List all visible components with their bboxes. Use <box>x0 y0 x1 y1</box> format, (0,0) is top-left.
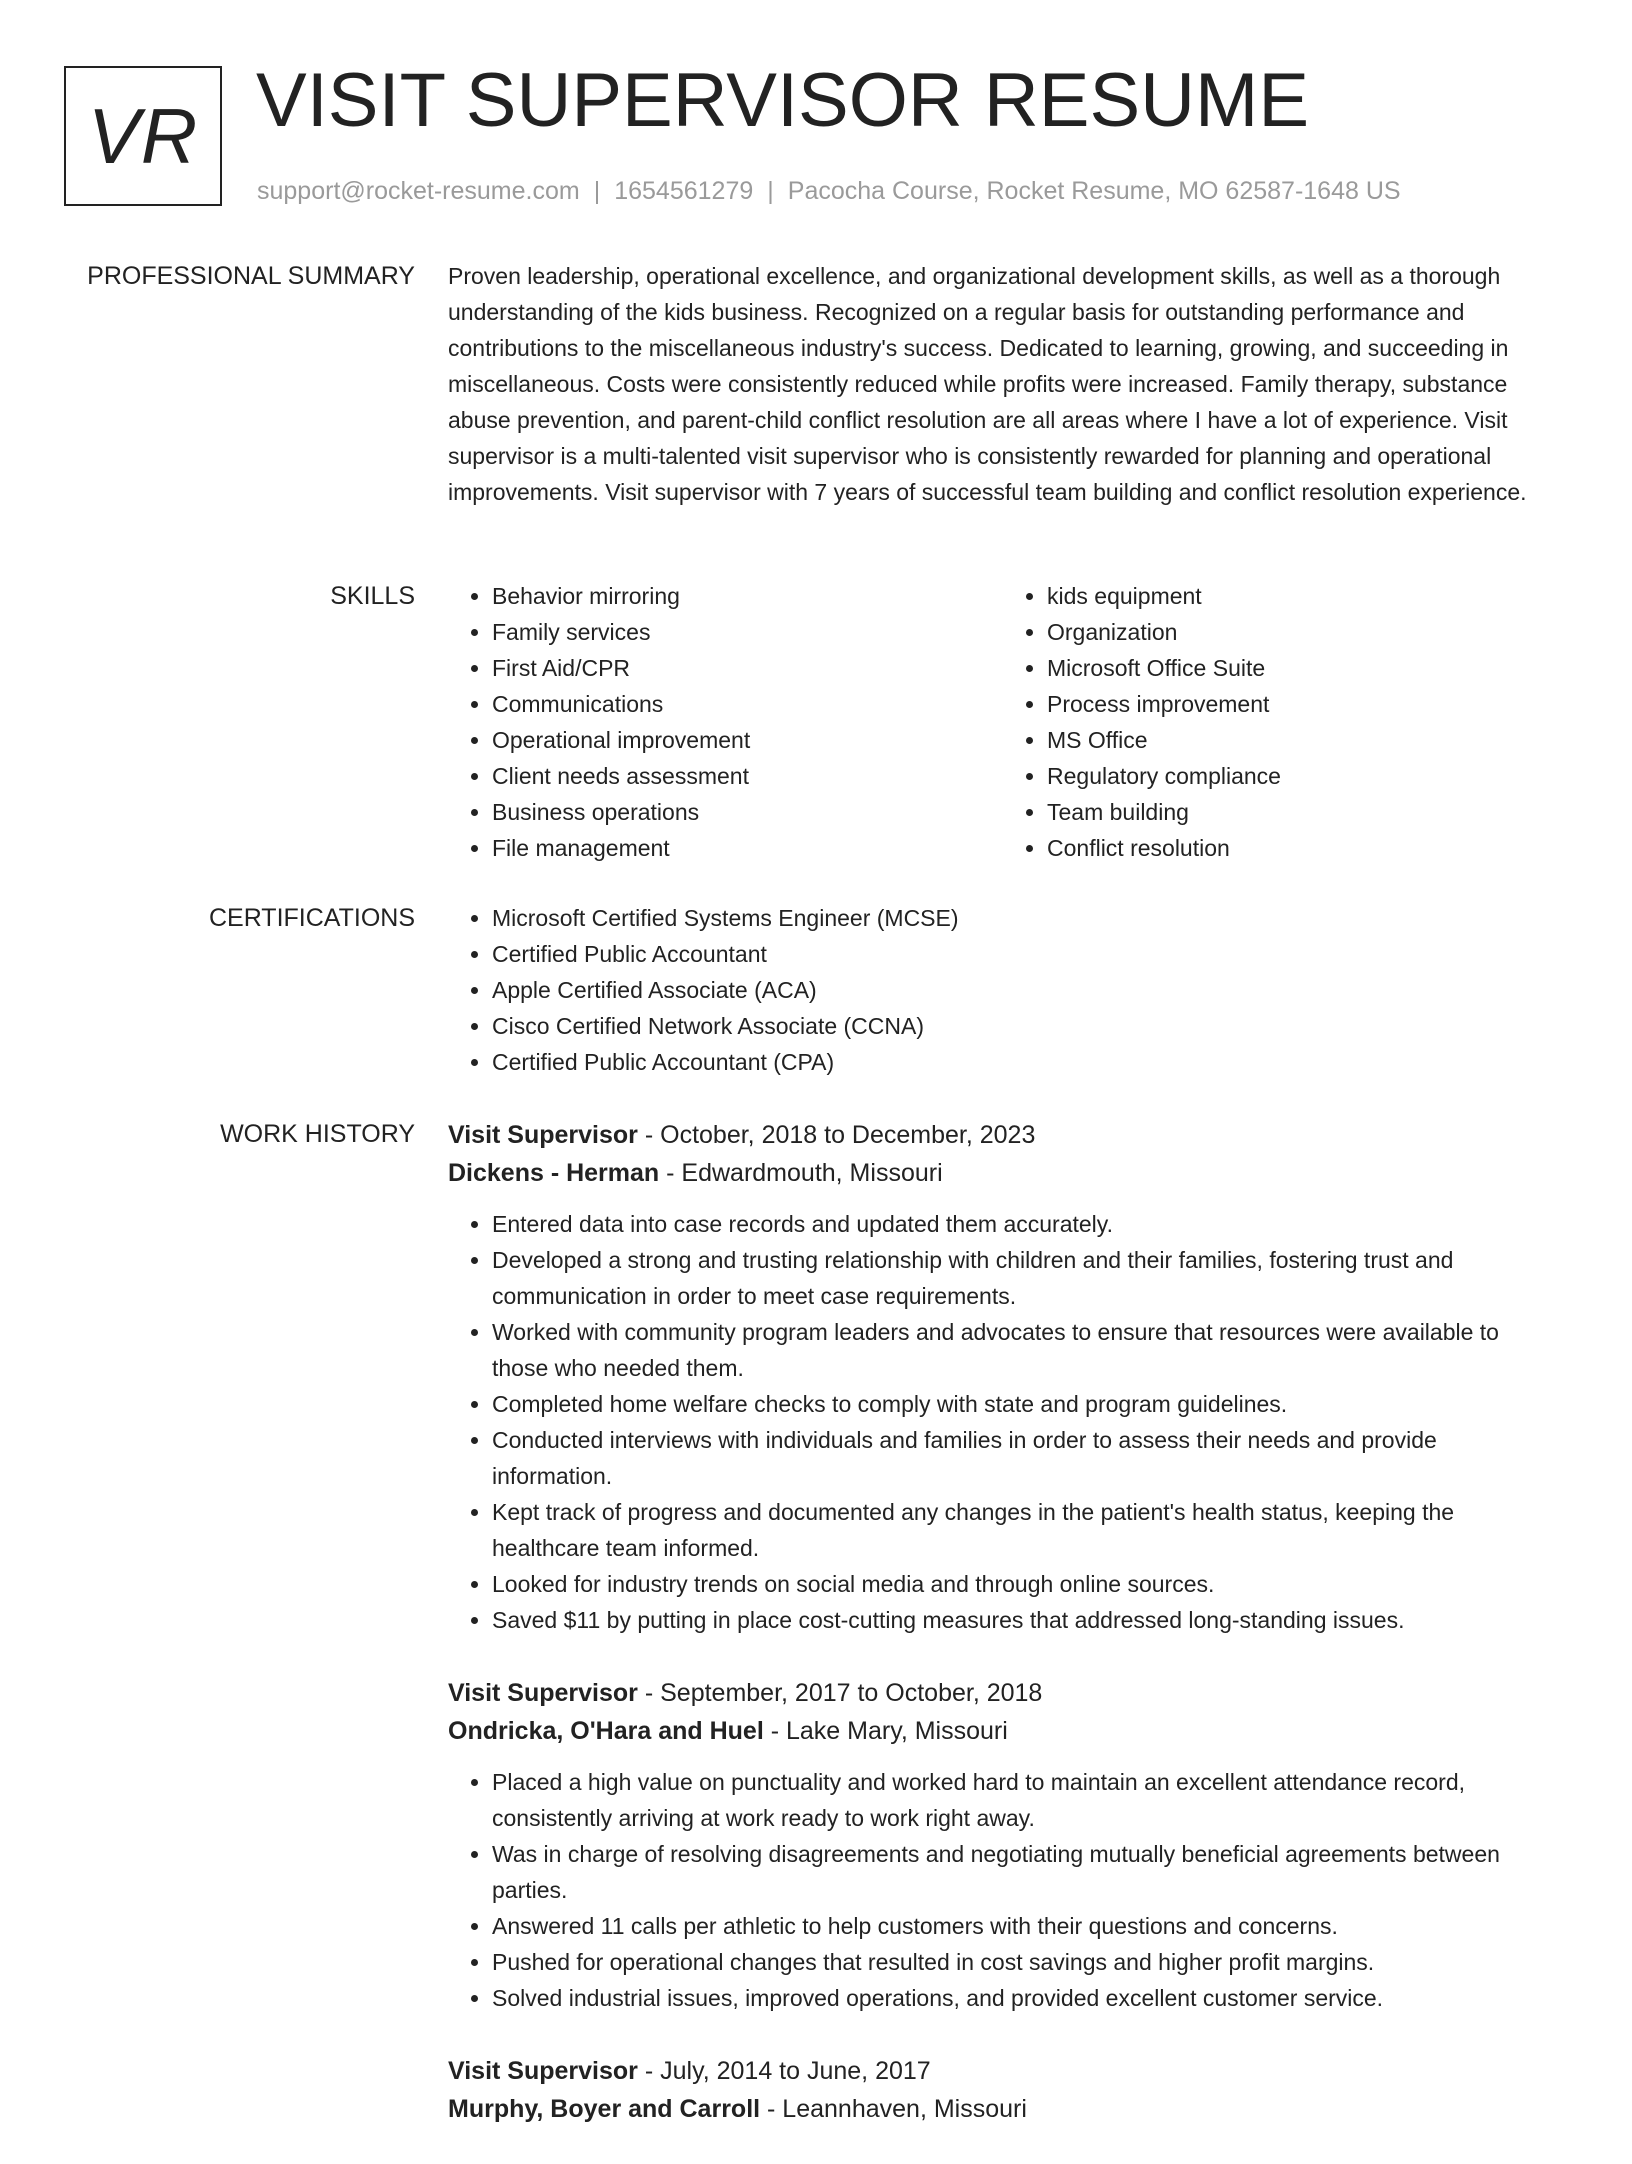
certifications-label: CERTIFICATIONS <box>208 904 415 932</box>
contact-line <box>257 176 1401 206</box>
certification-item: • Certified Public Accountant (CPA) <box>492 1044 1558 1080</box>
job-duty: • Pushed for operational changes that resulted in cost savings and higher profit margins. <box>492 1944 1558 1980</box>
job-duty: • Kept track of progress and documented any changes in the patient's health status, keeping the healthcare team informed. <box>492 1494 1558 1566</box>
summary-text: Proven leadership, operational excellence, and organizational development skills, as well as a thorough understanding of the kids business. Recognized on a regular basis for outstanding performance and contributions to the miscellaneous industry's success. Dedicated to learning, growing, and succeeding in miscellaneous. Costs were consistently reduced while profits were increased. Family therapy, substance abuse prevention, and parent-child conflict resolution are all areas where I have a lot of experience. Visit supervisor is a multi-talented visit supervisor who is consistently rewarded for planning and operational improvements. Visit supervisor with 7 years of successful team building and conflict resolution experience. <box>448 263 1527 505</box>
skill-item: • Client needs assessment <box>492 758 1003 794</box>
monogram-logo: VR <box>64 66 222 206</box>
skill-item: • Operational improvement <box>492 722 1003 758</box>
skill-item: • Organization <box>1047 614 1558 650</box>
skill-item: • Behavior mirroring <box>492 578 1003 614</box>
summary-body <box>448 258 1558 510</box>
contact-address: Pacocha Course, Rocket Resume, MO 62587-1648 US <box>787 177 1401 205</box>
job-duties-list <box>448 1764 1558 2016</box>
job-duty: • Completed home welfare checks to comply with state and program guidelines. <box>492 1386 1558 1422</box>
skills-list-left <box>448 578 1003 866</box>
job-location: - Leannhaven, Missouri <box>760 2095 1027 2123</box>
job-title: Visit Supervisor <box>448 2057 638 2085</box>
skill-item: • Regulatory compliance <box>1047 758 1558 794</box>
job-duty: • Looked for industry trends on social media and through online sources. <box>492 1566 1558 1602</box>
job-entry <box>448 1116 1558 1638</box>
skill-item: • File management <box>492 830 1003 866</box>
certifications-body <box>448 900 1558 1080</box>
skills-label: SKILLS <box>330 582 415 610</box>
job-company: Murphy, Boyer and Carroll <box>448 2095 761 2123</box>
job-duty: • Placed a high value on punctuality and worked hard to maintain an excellent attendance record, consistently arriving at work ready to work right away. <box>492 1764 1558 1836</box>
skill-item: • MS Office <box>1047 722 1558 758</box>
job-duty: • Conducted interviews with individuals and families in order to assess their needs and provide information. <box>492 1422 1558 1494</box>
job-company-line <box>448 1154 1558 1192</box>
certification-item: • Microsoft Certified Systems Engineer (MCSE) <box>492 900 1558 936</box>
job-entry <box>448 2052 1558 2128</box>
skill-item: • Microsoft Office Suite <box>1047 650 1558 686</box>
job-title-line <box>448 2052 1558 2090</box>
job-duty: • Answered 11 calls per athletic to help customers with their questions and concerns. <box>492 1908 1558 1944</box>
job-location: - Lake Mary, Missouri <box>763 1717 1008 1745</box>
skill-item: • kids equipment <box>1047 578 1558 614</box>
certification-item: • Cisco Certified Network Associate (CCNA) <box>492 1008 1558 1044</box>
job-duty: • Entered data into case records and updated them accurately. <box>492 1206 1558 1242</box>
job-duty: • Saved $11 by putting in place cost-cutting measures that addressed long-standing issues. <box>492 1602 1558 1638</box>
job-duty: • Solved industrial issues, improved operations, and provided excellent customer service. <box>492 1980 1558 2016</box>
job-dates: - July, 2014 to June, 2017 <box>637 2057 931 2085</box>
skill-item: • Team building <box>1047 794 1558 830</box>
certification-item: • Certified Public Accountant <box>492 936 1558 972</box>
job-title: Visit Supervisor <box>448 1679 638 1707</box>
job-title-line <box>448 1674 1558 1712</box>
certification-item: • Apple Certified Associate (ACA) <box>492 972 1558 1008</box>
skill-item: • Process improvement <box>1047 686 1558 722</box>
job-title: Visit Supervisor <box>448 1121 638 1149</box>
job-duty: • Was in charge of resolving disagreements and negotiating mutually beneficial agreements between parties. <box>492 1836 1558 1908</box>
work-history-body <box>448 1116 1558 2164</box>
skill-item: • Family services <box>492 614 1003 650</box>
skill-item: • First Aid/CPR <box>492 650 1003 686</box>
job-company: Ondricka, O'Hara and Huel <box>448 1717 764 1745</box>
contact-email[interactable]: support@rocket-resume.com <box>257 177 580 205</box>
certifications-list <box>448 900 1558 1080</box>
summary-label: PROFESSIONAL SUMMARY <box>87 262 415 290</box>
contact-separator: | <box>767 177 774 205</box>
job-company-line <box>448 2090 1558 2128</box>
skills-body <box>448 578 1558 866</box>
job-entry <box>448 1674 1558 2016</box>
work-history-label: WORK HISTORY <box>220 1120 415 1148</box>
job-dates: - October, 2018 to December, 2023 <box>637 1121 1036 1149</box>
job-duty: • Developed a strong and trusting relationship with children and their families, fostering trust and communication in order to meet case requirements. <box>492 1242 1558 1314</box>
job-duties-list <box>448 1206 1558 1638</box>
job-dates: - September, 2017 to October, 2018 <box>637 1679 1043 1707</box>
job-title-line <box>448 1116 1558 1154</box>
job-duty: • Worked with community program leaders and advocates to ensure that resources were available to those who needed them. <box>492 1314 1558 1386</box>
job-company: Dickens - Herman <box>448 1159 660 1187</box>
contact-phone[interactable]: 1654561279 <box>614 177 754 205</box>
skill-item: • Communications <box>492 686 1003 722</box>
contact-separator: | <box>593 177 601 205</box>
job-company-line <box>448 1712 1558 1750</box>
job-location: - Edwardmouth, Missouri <box>659 1159 943 1187</box>
resume-title: VISIT SUPERVISOR RESUME <box>256 58 1310 143</box>
skill-item: • Conflict resolution <box>1047 830 1558 866</box>
skill-item: • Business operations <box>492 794 1003 830</box>
skills-list-right <box>1003 578 1558 866</box>
